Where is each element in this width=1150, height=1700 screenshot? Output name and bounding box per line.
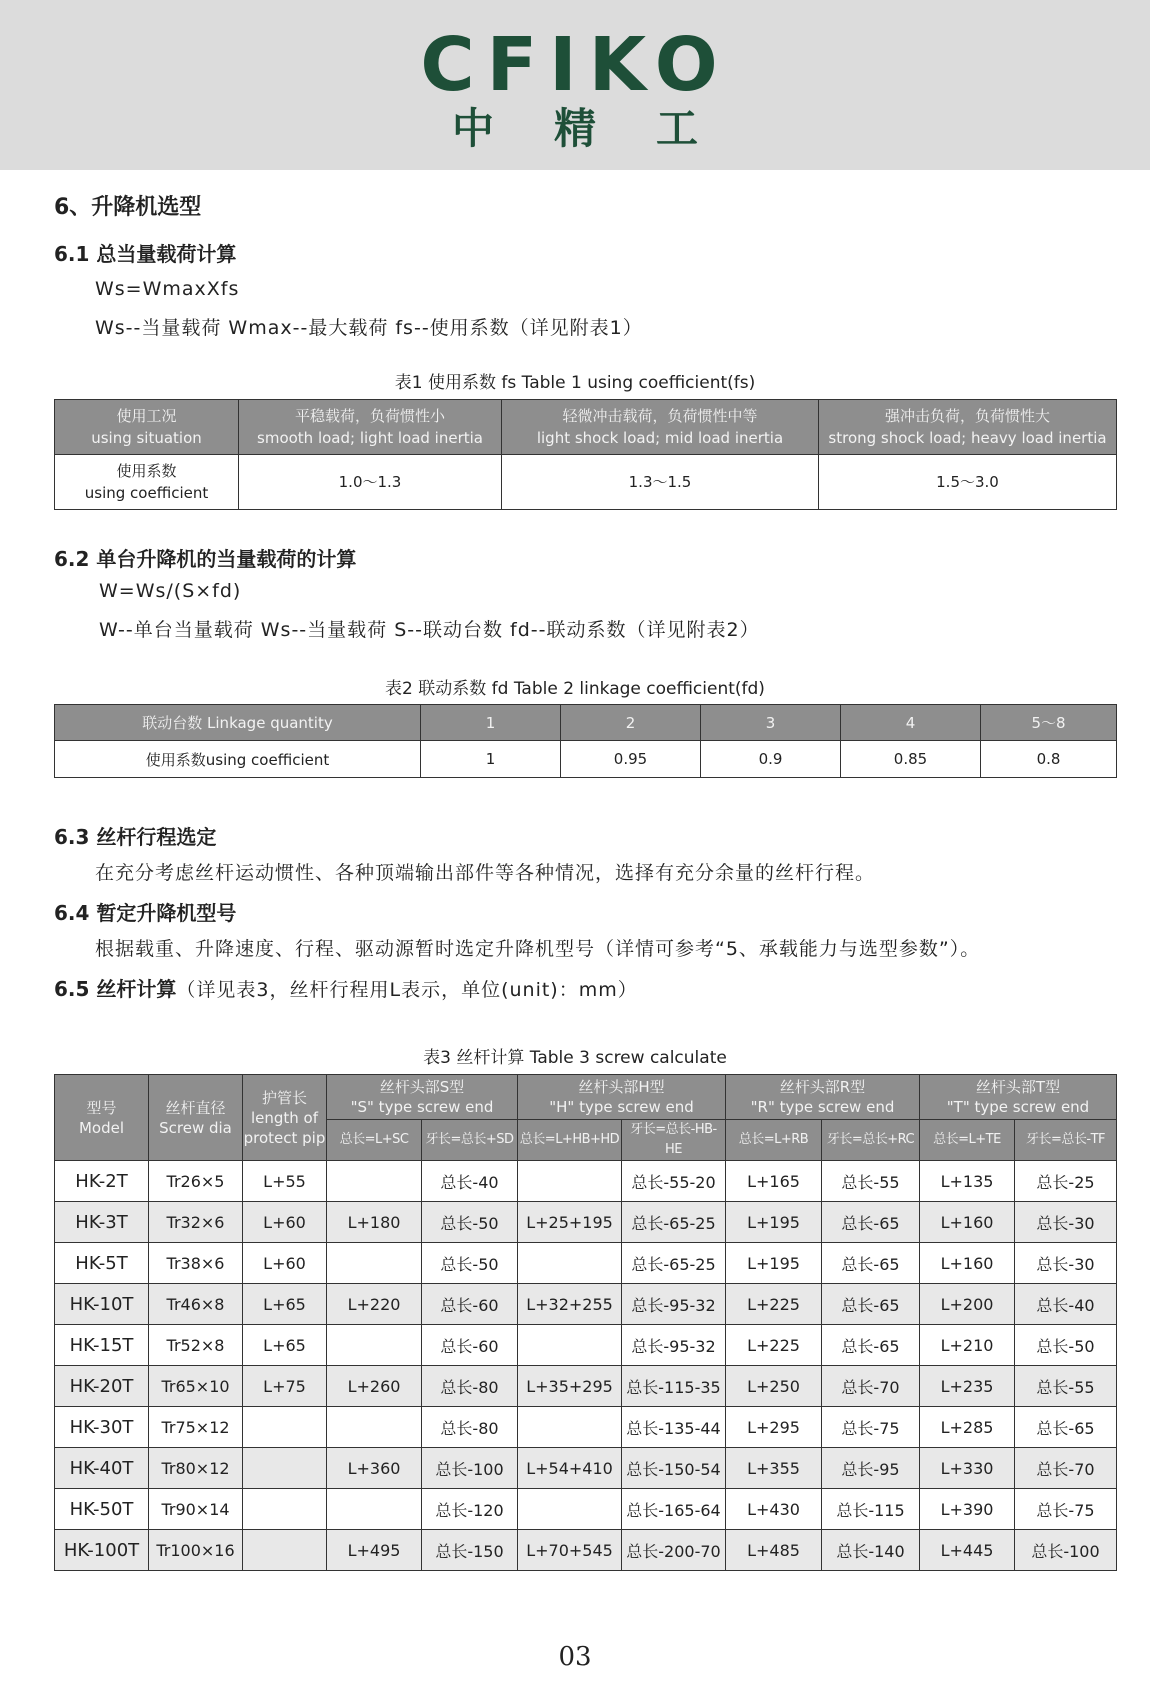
table2-row-label: 使用系数using coefficient [55,741,421,778]
table3-cell: L+445 [920,1530,1015,1571]
table3-cell: 总长-55-20 [622,1161,726,1202]
table3-header-pipe: 护管长 length of protect pip [243,1075,327,1161]
table3-header-h-type: 丝杆头部H型 "H" type screw end [518,1075,726,1120]
table2-quantity: 1 [421,705,561,741]
table3-cell: L+60 [243,1202,327,1243]
table3-model-cell: HK-5T [55,1243,149,1284]
table3-model-cell: HK-30T [55,1407,149,1448]
table2-value: 0.9 [701,741,841,778]
table3-cell: Tr90×14 [149,1489,243,1530]
table3-cell [243,1407,327,1448]
table1-value: 1.3～1.5 [502,455,819,510]
table3-cell [518,1161,622,1202]
table3-cell: 总长-50 [422,1202,518,1243]
formula-6-1: Ws=WmaxXfs [95,278,240,300]
table3-cell: 总长-150-54 [622,1448,726,1489]
table3-cell: L+160 [920,1202,1015,1243]
table-row [55,1407,1117,1448]
table1-header-cell: 使用工况 using situation [55,400,239,455]
table3-cell [327,1243,422,1284]
table-row [55,1243,1117,1284]
table3-cell [518,1243,622,1284]
table2-quantity: 5～8 [981,705,1117,741]
table3-cell: Tr75×12 [149,1407,243,1448]
table3-cell: L+35+295 [518,1366,622,1407]
table3-cell [243,1448,327,1489]
table3-cell [518,1407,622,1448]
table3-cell: L+390 [920,1489,1015,1530]
subsection-6-5-title: 6.5 丝杆计算 [54,977,177,1001]
table3-cell: 总长-40 [1015,1284,1117,1325]
table3-model-cell: HK-2T [55,1161,149,1202]
table3-cell: L+60 [243,1243,327,1284]
table2-header-label: 联动台数 Linkage quantity [55,705,421,741]
table3-cell: 总长-55 [1015,1366,1117,1407]
table3-cell: 总长-55 [822,1161,920,1202]
table3-cell [327,1325,422,1366]
table3-cell: 总长-65 [822,1202,920,1243]
table3-model-cell: HK-10T [55,1284,149,1325]
table-row [55,1489,1117,1530]
table3-cell: 总长-100 [1015,1530,1117,1571]
table3-caption: 表3 丝杆计算 Table 3 screw calculate [423,1048,727,1068]
table3-cell: 总长-120 [422,1489,518,1530]
table3-header-dia: 丝杆直径 Screw dia [149,1075,243,1161]
table3-cell: 总长-115 [822,1489,920,1530]
desc-6-4: 根据载重、升降速度、行程、驱动源暂时选定升降机型号（详情可参考“5、承载能力与选型参数”）。 [95,938,981,960]
table3-cell: 总长-135-44 [622,1407,726,1448]
table3-header-model: 型号 Model [55,1075,149,1161]
table3-cell: 总长-200-70 [622,1530,726,1571]
table3-cell: L+250 [726,1366,822,1407]
table1-header-cell: 平稳载荷，负荷惯性小 smooth load; light load inertia [239,400,502,455]
table3-cell: 总长-30 [1015,1243,1117,1284]
table3-cell: Tr65×10 [149,1366,243,1407]
table3-cell: 总长-100 [422,1448,518,1489]
table3-model-cell: HK-50T [55,1489,149,1530]
table3-cell: Tr26×5 [149,1161,243,1202]
table3-cell: 总长-60 [422,1284,518,1325]
table3-cell: L+495 [327,1530,422,1571]
table-row [55,1325,1117,1366]
section-title: 6、升降机选型 [54,195,202,220]
table1-value: 1.0～1.3 [239,455,502,510]
table3-cell: 总长-50 [1015,1325,1117,1366]
desc-6-2: W--单台当量载荷 Ws--当量载荷 S--联动台数 fd--联动系数（详见附表2） [99,619,760,641]
table3-cell: 总长-65 [822,1284,920,1325]
table3-cell: L+70+545 [518,1530,622,1571]
table3-cell [243,1489,327,1530]
table3-model-cell: HK-100T [55,1530,149,1571]
page-header [0,0,1150,170]
subsection-6-3-title: 6.3 丝杆行程选定 [54,825,217,849]
table3-cell: 总长-60 [422,1325,518,1366]
table3-cell: 总长-150 [422,1530,518,1571]
table2-caption: 表2 联动系数 fd Table 2 linkage coefficient(fd) [385,679,765,699]
table3-cell: 总长-70 [1015,1448,1117,1489]
table3-subheader: 总长=L+TE [920,1120,1015,1161]
table3-cell: 总长-75 [822,1407,920,1448]
table3-subheader: 牙长=总长-HB-HE [622,1120,726,1161]
table3-subheader: 总长=L+SC [327,1120,422,1161]
table3-cell: L+165 [726,1161,822,1202]
table3-subheader: 牙长=总长-TF [1015,1120,1117,1161]
desc-6-3: 在充分考虑丝杆运动惯性、各种顶端输出部件等各种情况，选择有充分余量的丝杆行程。 [95,862,876,884]
table2-value: 0.85 [841,741,981,778]
table3-cell: L+485 [726,1530,822,1571]
table3-cell: 总长-165-64 [622,1489,726,1530]
table1-value: 1.5～3.0 [819,455,1117,510]
table3-cell: L+260 [327,1366,422,1407]
table3-cell: L+65 [243,1325,327,1366]
table3-cell [327,1161,422,1202]
table3-cell: 总长-65 [822,1325,920,1366]
table3-cell: L+225 [726,1284,822,1325]
table3-subheader: 总长=L+RB [726,1120,822,1161]
table3-cell: L+75 [243,1366,327,1407]
table3-cell: 总长-95-32 [622,1284,726,1325]
table3-cell: 总长-95-32 [622,1325,726,1366]
table3-cell: 总长-115-35 [622,1366,726,1407]
table-row [55,1284,1117,1325]
table3-cell [518,1489,622,1530]
table1-row-label: 使用系数 using coefficient [55,455,239,510]
formula-6-2: W=Ws/(S×fd) [99,580,242,602]
table3-cell: L+235 [920,1366,1015,1407]
table3-cell: 总长-80 [422,1407,518,1448]
table3-cell: L+135 [920,1161,1015,1202]
table1-caption: 表1 使用系数 fs Table 1 using coefficient(fs) [394,373,756,393]
desc-6-1: Ws--当量载荷 Wmax--最大载荷 fs--使用系数（详见附表1） [95,317,643,339]
table-row [55,1202,1117,1243]
table3-cell: 总长-65-25 [622,1202,726,1243]
subsection-6-2-title: 6.2 单台升降机的当量载荷的计算 [54,547,357,571]
subsection-6-5-note: （详见表3，丝杆行程用L表示，单位(unit)：mm） [176,979,638,1001]
table3-cell: L+32+255 [518,1284,622,1325]
table3-model-cell: HK-3T [55,1202,149,1243]
table3-cell: 总长-65-25 [622,1243,726,1284]
table-row [55,1530,1117,1571]
table3-cell: Tr100×16 [149,1530,243,1571]
table3-header-s-type: 丝杆头部S型 "S" type screw end [327,1075,518,1120]
table3-subheader: 牙长=总长+RC [822,1120,920,1161]
table3-cell: 总长-65 [822,1243,920,1284]
table3-cell [518,1325,622,1366]
table3-cell: 总长-70 [822,1366,920,1407]
table3-cell [327,1489,422,1530]
table3-cell: L+195 [726,1202,822,1243]
table3-cell: 总长-95 [822,1448,920,1489]
table3-cell: L+225 [726,1325,822,1366]
table3-cell: 总长-50 [422,1243,518,1284]
table2-value: 0.8 [981,741,1117,778]
table3-model-cell: HK-15T [55,1325,149,1366]
table3-header-r-type: 丝杆头部R型 "R" type screw end [726,1075,920,1120]
table3-subheader: 总长=L+HB+HD [518,1120,622,1161]
page-number: 03 [558,1642,592,1672]
table3-screw-calculate [54,1074,1117,1571]
table3-cell: L+295 [726,1407,822,1448]
table3-cell: L+355 [726,1448,822,1489]
table3-cell: L+360 [327,1448,422,1489]
table3-cell [327,1407,422,1448]
table3-cell: L+430 [726,1489,822,1530]
table3-body [55,1161,1117,1571]
table3-cell: 总长-80 [422,1366,518,1407]
table3-header-t-type: 丝杆头部T型 "T" type screw end [920,1075,1117,1120]
table3-cell: Tr46×8 [149,1284,243,1325]
table3-cell: L+285 [920,1407,1015,1448]
table3-cell: Tr32×6 [149,1202,243,1243]
table3-cell: Tr52×8 [149,1325,243,1366]
brand-logo-text: CFIKO [420,22,730,108]
table2-value: 1 [421,741,561,778]
table3-cell: L+54+410 [518,1448,622,1489]
table1-header-cell: 轻微冲击载荷，负荷惯性中等 light shock load; mid load inertia [502,400,819,455]
table2-linkage-coefficient [54,704,1117,778]
table1-header-cell: 强冲击负荷，负荷惯性大 strong shock load; heavy load inertia [819,400,1117,455]
table3-cell: 总长-75 [1015,1489,1117,1530]
table3-cell: L+220 [327,1284,422,1325]
table3-model-cell: HK-20T [55,1366,149,1407]
table2-quantity: 4 [841,705,981,741]
table3-cell: L+330 [920,1448,1015,1489]
brand-logo-chinese: 中精工 [451,104,758,153]
table3-cell: L+200 [920,1284,1015,1325]
table-row [55,1448,1117,1489]
table3-cell: Tr38×6 [149,1243,243,1284]
table-row [55,1366,1117,1407]
table3-cell: L+180 [327,1202,422,1243]
table3-cell: L+195 [726,1243,822,1284]
table2-quantity: 3 [701,705,841,741]
table-row [55,1161,1117,1202]
table3-cell [243,1530,327,1571]
table3-cell: L+160 [920,1243,1015,1284]
table3-cell: 总长-30 [1015,1202,1117,1243]
table3-cell: 总长-65 [1015,1407,1117,1448]
table3-cell: L+65 [243,1284,327,1325]
table3-cell: 总长-140 [822,1530,920,1571]
table2-value: 0.95 [561,741,701,778]
table1-usage-coefficient [54,399,1117,510]
table3-subheader: 牙长=总长+SD [422,1120,518,1161]
table3-cell: 总长-40 [422,1161,518,1202]
subsection-6-5 [54,973,638,1002]
subsection-6-4-title: 6.4 暂定升降机型号 [54,901,237,925]
table3-model-cell: HK-40T [55,1448,149,1489]
table3-cell: 总长-25 [1015,1161,1117,1202]
table3-cell: L+210 [920,1325,1015,1366]
subsection-6-1-title: 6.1 总当量载荷计算 [54,242,237,266]
table3-cell: L+25+195 [518,1202,622,1243]
table3-cell: L+55 [243,1161,327,1202]
table2-quantity: 2 [561,705,701,741]
table3-cell: Tr80×12 [149,1448,243,1489]
